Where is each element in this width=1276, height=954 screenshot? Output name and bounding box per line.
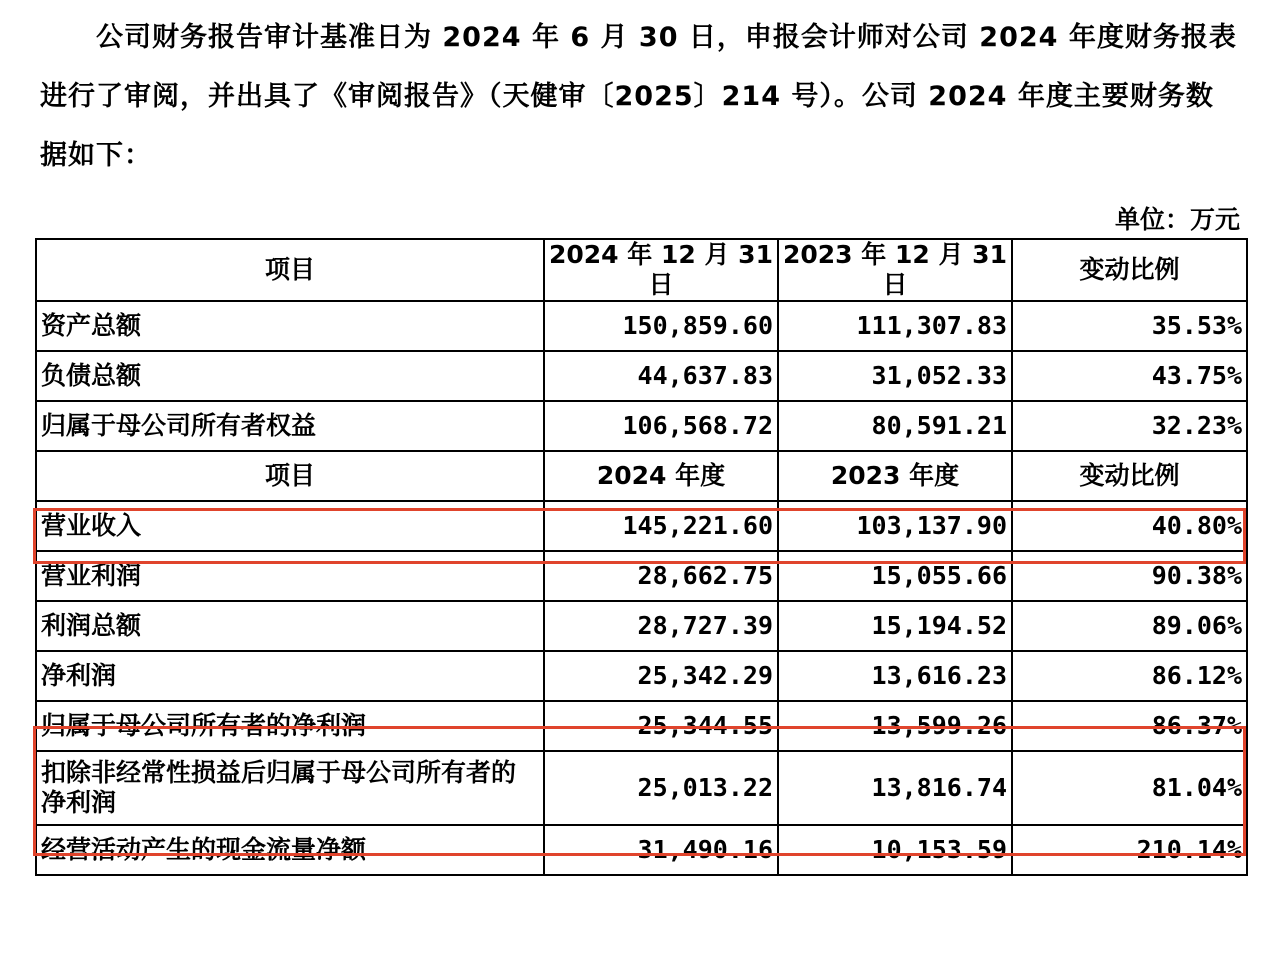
header-change: 变动比例 [1012,451,1247,501]
header-change: 变动比例 [1012,239,1247,301]
header-item: 项目 [36,239,544,301]
row-change: 32.23% [1012,401,1247,451]
row-change: 35.53% [1012,301,1247,351]
row-item: 营业收入 [36,501,544,551]
row-change: 86.37% [1012,701,1247,751]
row-2024: 28,662.75 [544,551,778,601]
row-2024: 145,221.60 [544,501,778,551]
row-2024: 31,490.16 [544,825,778,875]
row-2023: 103,137.90 [778,501,1012,551]
row-item: 资产总额 [36,301,544,351]
row-2024: 150,859.60 [544,301,778,351]
table-row [36,551,1247,601]
row-2024: 25,344.55 [544,701,778,751]
table-subheader-row [36,451,1247,501]
header-2024: 2024 年 12 月 31 日 [544,239,778,301]
row-2024: 25,342.29 [544,651,778,701]
row-2023: 13,599.26 [778,701,1012,751]
row-2023: 13,616.23 [778,651,1012,701]
table-row [36,351,1247,401]
header-2023: 2023 年度 [778,451,1012,501]
row-item: 归属于母公司所有者的净利润 [36,701,544,751]
row-2023: 15,194.52 [778,601,1012,651]
table-row [36,751,1247,825]
row-item: 负债总额 [36,351,544,401]
row-change: 90.38% [1012,551,1247,601]
row-2023: 80,591.21 [778,401,1012,451]
row-2024: 44,637.83 [544,351,778,401]
row-change: 40.80% [1012,501,1247,551]
row-2024: 25,013.22 [544,751,778,825]
row-item: 扣除非经常性损益后归属于母公司所有者的净利润 [36,751,544,825]
row-item: 营业利润 [36,551,544,601]
row-2023: 13,816.74 [778,751,1012,825]
table-row [36,825,1247,875]
row-item: 利润总额 [36,601,544,651]
row-2024: 106,568.72 [544,401,778,451]
row-2023: 15,055.66 [778,551,1012,601]
row-change: 81.04% [1012,751,1247,825]
row-2024: 28,727.39 [544,601,778,651]
row-change: 86.12% [1012,651,1247,701]
row-item: 经营活动产生的现金流量净额 [36,825,544,875]
row-change: 210.14% [1012,825,1247,875]
header-2024: 2024 年度 [544,451,778,501]
table-row [36,501,1247,551]
table-header-row [36,239,1247,301]
row-change: 43.75% [1012,351,1247,401]
row-change: 89.06% [1012,601,1247,651]
table-row [36,651,1247,701]
financial-table [35,238,1248,876]
table-row [36,301,1247,351]
table-row [36,601,1247,651]
intro-paragraph: 公司财务报告审计基准日为 2024 年 6 月 30 日，申报会计师对公司 2024 年度财务报表进行了审阅，并出具了《审阅报告》（天健审〔2025〕214 号）。公司 2024 年度主要财务数据如下： [40,22,1237,171]
table-row [36,401,1247,451]
row-2023: 10,153.59 [778,825,1012,875]
row-2023: 31,052.33 [778,351,1012,401]
row-item: 净利润 [36,651,544,701]
header-2023: 2023 年 12 月 31 日 [778,239,1012,301]
row-item: 归属于母公司所有者权益 [36,401,544,451]
unit-label: 单位：万元 [1114,205,1240,234]
header-item: 项目 [36,451,544,501]
table-row [36,701,1247,751]
row-2023: 111,307.83 [778,301,1012,351]
